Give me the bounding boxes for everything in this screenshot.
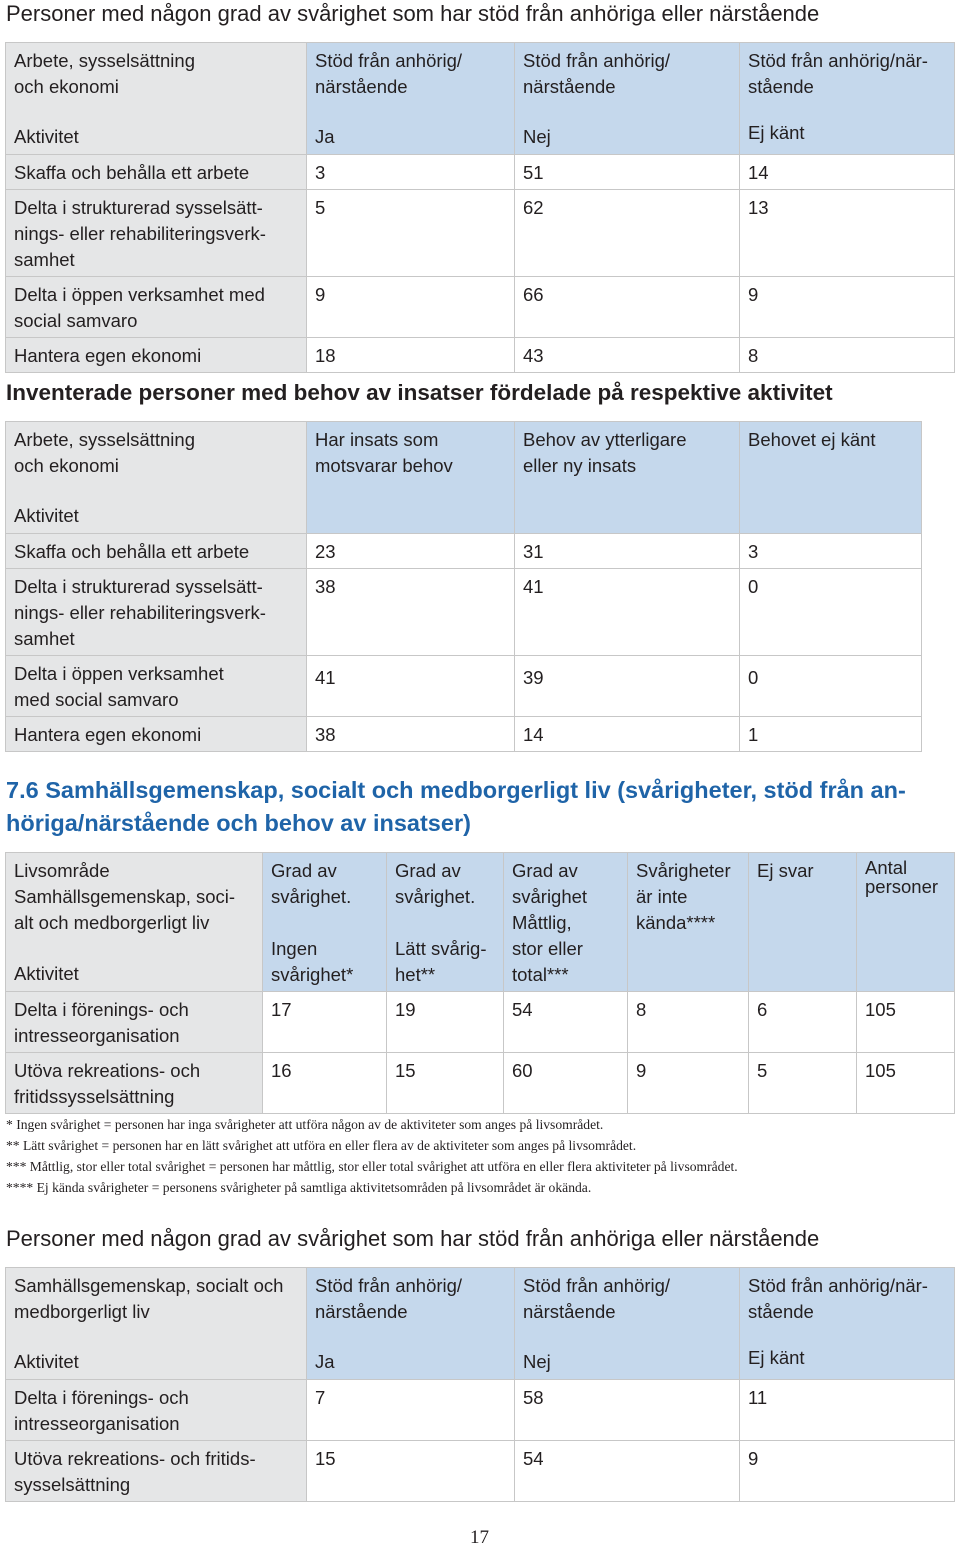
activity-header: Aktivitet (14, 505, 79, 526)
value-cell: 14 (740, 155, 955, 190)
section1-title: Personer med någon grad av svårighet som har stöd från anhöriga eller närstående (6, 1, 820, 26)
col-header-line: het** (395, 964, 436, 985)
col-header-light-difficulty (387, 853, 504, 992)
activity-label-line: Delta i strukturerad sysselsätt- (14, 576, 263, 597)
value-cell: 5 (749, 1053, 857, 1114)
table-row (6, 656, 922, 717)
activity-label-line: Skaffa och behålla ett arbete (14, 541, 250, 562)
col-header-line: närstående (315, 1301, 408, 1322)
value-cell: 17 (263, 992, 387, 1053)
col-header-line: Behovet ej känt (748, 429, 876, 450)
table-row (6, 569, 922, 656)
col-header-line: personer (865, 876, 939, 897)
col-header-line: Har insats som (315, 429, 439, 450)
col-subheader: Ej känt (748, 1347, 805, 1368)
col-header-no (515, 43, 740, 155)
col-header-line: Måttlig, (512, 912, 572, 933)
value-cell: 3 (740, 534, 922, 569)
col-header-line: närstående (523, 1301, 616, 1322)
value-cell: 6 (749, 992, 857, 1053)
col-header-need-more (515, 422, 740, 534)
col-header-line: motsvarar behov (315, 455, 453, 476)
value-cell: 11 (740, 1380, 955, 1441)
table-row (6, 534, 922, 569)
col-subheader: Ja (315, 126, 335, 147)
page-number: 17 (470, 1527, 489, 1548)
activity-label-line: nings- eller rehabiliteringsverk- (14, 602, 266, 623)
activity-label-line: med social samvaro (14, 689, 179, 710)
value-cell: 8 (628, 992, 749, 1053)
value-cell: 51 (515, 155, 740, 190)
col-header-line: Ej svar (757, 860, 814, 881)
value-cell: 60 (504, 1053, 628, 1114)
area-header-line: och ekonomi (14, 455, 119, 476)
col-header-line: svårighet. (271, 886, 352, 907)
col-header-line: eller ny insats (523, 455, 637, 476)
col-header-line: stor eller (512, 938, 583, 959)
footnote: ** Lätt svårighet = personen har en lätt svårighet att utföra en eller flera av de aktiviteter som anges på livsområdet. (6, 1138, 637, 1153)
section2-title: Inventerade personer med behov av insatser fördelade på respektive aktivitet (6, 380, 833, 405)
col-subheader: Ja (315, 1351, 335, 1372)
activity-label-line: nings- eller rehabiliteringsverk- (14, 223, 266, 244)
col-header-unknown (740, 43, 955, 155)
footnote: *** Måttlig, stor eller total svårighet = personen har måttlig, stor eller total svårighet att utföra en eller flera aktiviteter på livsområdet. (6, 1159, 738, 1174)
table-row (6, 1380, 955, 1441)
value-cell: 9 (307, 277, 515, 338)
activity-label-line: Delta i öppen verksamhet med (14, 284, 265, 305)
value-cell: 105 (857, 1053, 955, 1114)
col-header-line: närstående (523, 76, 616, 97)
activity-label-line: Skaffa och behålla ett arbete (14, 162, 250, 183)
area-header (6, 853, 263, 992)
needs-table-work (5, 421, 922, 752)
section3-title-line: 7.6 Samhällsgemenskap, socialt och medborgerligt liv (svårigheter, stöd från an- (6, 777, 906, 803)
col-header-no (515, 1268, 740, 1380)
value-cell: 7 (307, 1380, 515, 1441)
col-header-yes (307, 43, 515, 155)
value-cell: 0 (740, 569, 922, 656)
value-cell: 8 (740, 338, 955, 373)
area-header-line: och ekonomi (14, 76, 119, 97)
col-header-line: Ingen (271, 938, 318, 959)
value-cell: 43 (515, 338, 740, 373)
table-row (6, 1053, 955, 1114)
col-header-yes (307, 1268, 515, 1380)
area-header (6, 43, 307, 155)
value-cell: 19 (387, 992, 504, 1053)
col-subheader: Ej känt (748, 122, 805, 143)
section3-title (6, 774, 906, 840)
col-header-line (271, 910, 378, 936)
col-header-line: Stöd från anhörig/ (523, 50, 671, 71)
value-cell: 105 (857, 992, 955, 1053)
activity-label-line: Delta i öppen verksamhet (14, 663, 224, 684)
col-header-line: Grad av (271, 860, 337, 881)
activity-label-line: sysselsättning (14, 1474, 131, 1495)
col-header-line: Lätt svårig- (395, 938, 487, 959)
col-header-line: svårighet (512, 886, 588, 907)
col-header-line: Stöd från anhörig/när- (748, 50, 928, 71)
activity-label (6, 1053, 263, 1114)
col-header-line: Svårigheter (636, 860, 731, 881)
value-cell: 62 (515, 190, 740, 277)
activity-label-line: samhet (14, 628, 75, 649)
value-cell: 39 (515, 656, 740, 717)
table-row (6, 155, 955, 190)
col-header-line: Grad av (395, 860, 461, 881)
activity-label-line: Delta i förenings- och (14, 999, 189, 1020)
support-table-community (5, 1267, 955, 1502)
activity-label-line: Utöva rekreations- och fritids- (14, 1448, 256, 1469)
col-header-no-difficulty (263, 853, 387, 992)
col-header-count (857, 853, 955, 992)
activity-label-line: Utöva rekreations- och (14, 1060, 201, 1081)
value-cell: 54 (515, 1441, 740, 1502)
col-header-severe-difficulty (504, 853, 628, 992)
col-header-unknown (740, 1268, 955, 1380)
col-header-line: Grad av (512, 860, 578, 881)
activity-label (6, 338, 307, 373)
value-cell: 31 (515, 534, 740, 569)
support-table-work (5, 42, 955, 373)
footnote: * Ingen svårighet = personen har inga svårigheter att utföra någon av de aktiviteter som anges på livsområdet. (6, 1117, 604, 1132)
section4-title: Personer med någon grad av svårighet som har stöd från anhöriga eller närstående (6, 1226, 820, 1251)
table-row (6, 277, 955, 338)
activity-label (6, 992, 263, 1053)
area-header-line: Samhällsgemenskap, socialt och (14, 1275, 284, 1296)
col-header-line: kända**** (636, 912, 716, 933)
activity-label (6, 534, 307, 569)
activity-label (6, 277, 307, 338)
value-cell: 0 (740, 656, 922, 717)
table-row (6, 1441, 955, 1502)
col-header-line: närstående (315, 76, 408, 97)
col-header-line: Antal (865, 857, 908, 878)
value-cell: 58 (515, 1380, 740, 1441)
col-header-line (395, 910, 495, 936)
col-header-line: svårighet. (395, 886, 476, 907)
value-cell: 18 (307, 338, 515, 373)
area-header (6, 1268, 307, 1380)
activity-header: Aktivitet (14, 1351, 79, 1372)
area-header-line: Arbete, sysselsättning (14, 429, 195, 450)
value-cell: 5 (307, 190, 515, 277)
area-header-line: Samhällsgemenskap, soci- (14, 886, 236, 907)
activity-header: Aktivitet (14, 963, 79, 984)
value-cell: 1 (740, 717, 922, 752)
section3-title-line: höriga/närstående och behov av insatser) (6, 810, 471, 836)
value-cell: 9 (740, 277, 955, 338)
difficulty-table-community (5, 852, 955, 1114)
activity-label-line: social samvaro (14, 310, 138, 331)
value-cell: 14 (515, 717, 740, 752)
col-header-line: är inte (636, 886, 688, 907)
activity-header: Aktivitet (14, 126, 79, 147)
col-header-line: svårighet* (271, 964, 354, 985)
table-row (6, 190, 955, 277)
activity-label (6, 717, 307, 752)
activity-label-line: Delta i strukturerad sysselsätt- (14, 197, 263, 218)
col-header-line: Stöd från anhörig/ (523, 1275, 671, 1296)
value-cell: 15 (387, 1053, 504, 1114)
footnote: **** Ej kända svårigheter = personens svårigheter på samtliga aktivitetsområden på livsområdet är okända. (6, 1180, 592, 1195)
col-subheader: Nej (523, 1351, 551, 1372)
value-cell: 13 (740, 190, 955, 277)
area-header-line: medborgerligt liv (14, 1301, 150, 1322)
col-header-no-answer (749, 853, 857, 992)
col-header-has-support (307, 422, 515, 534)
activity-label (6, 1380, 307, 1441)
activity-label (6, 1441, 307, 1502)
col-header-line: Stöd från anhörig/när- (748, 1275, 928, 1296)
area-header-line: Arbete, sysselsättning (14, 50, 195, 71)
value-cell: 38 (307, 717, 515, 752)
col-header-line: stående (748, 76, 814, 97)
value-cell: 23 (307, 534, 515, 569)
value-cell: 54 (504, 992, 628, 1053)
col-header-line: Stöd från anhörig/ (315, 1275, 463, 1296)
value-cell: 66 (515, 277, 740, 338)
activity-label-line: samhet (14, 249, 75, 270)
col-header-line: Behov av ytterligare (523, 429, 687, 450)
area-header-line: Livsområde (14, 860, 110, 881)
value-cell: 9 (740, 1441, 955, 1502)
value-cell: 15 (307, 1441, 515, 1502)
activity-label (6, 190, 307, 277)
area-header (6, 422, 307, 534)
col-header-line: stående (748, 1301, 814, 1322)
area-header-line: alt och medborgerligt liv (14, 912, 210, 933)
value-cell: 38 (307, 569, 515, 656)
activity-label (6, 656, 307, 717)
table-row (6, 717, 922, 752)
activity-label (6, 569, 307, 656)
activity-label-line: fritidssysselsättning (14, 1086, 175, 1107)
value-cell: 41 (307, 656, 515, 717)
col-header-line: Stöd från anhörig/ (315, 50, 463, 71)
table-row (6, 338, 955, 373)
activity-label-line: Hantera egen ekonomi (14, 345, 202, 366)
activity-label-line: Hantera egen ekonomi (14, 724, 202, 745)
col-subheader: Nej (523, 126, 551, 147)
col-header-need-unknown (740, 422, 922, 534)
activity-label (6, 155, 307, 190)
value-cell: 41 (515, 569, 740, 656)
table-row (6, 992, 955, 1053)
value-cell: 3 (307, 155, 515, 190)
activity-label-line: intresseorganisation (14, 1413, 180, 1434)
activity-label-line: Delta i förenings- och (14, 1387, 189, 1408)
col-header-unknown-difficulty (628, 853, 749, 992)
value-cell: 16 (263, 1053, 387, 1114)
col-header-line: total*** (512, 964, 569, 985)
value-cell: 9 (628, 1053, 749, 1114)
activity-label-line: intresseorganisation (14, 1025, 180, 1046)
